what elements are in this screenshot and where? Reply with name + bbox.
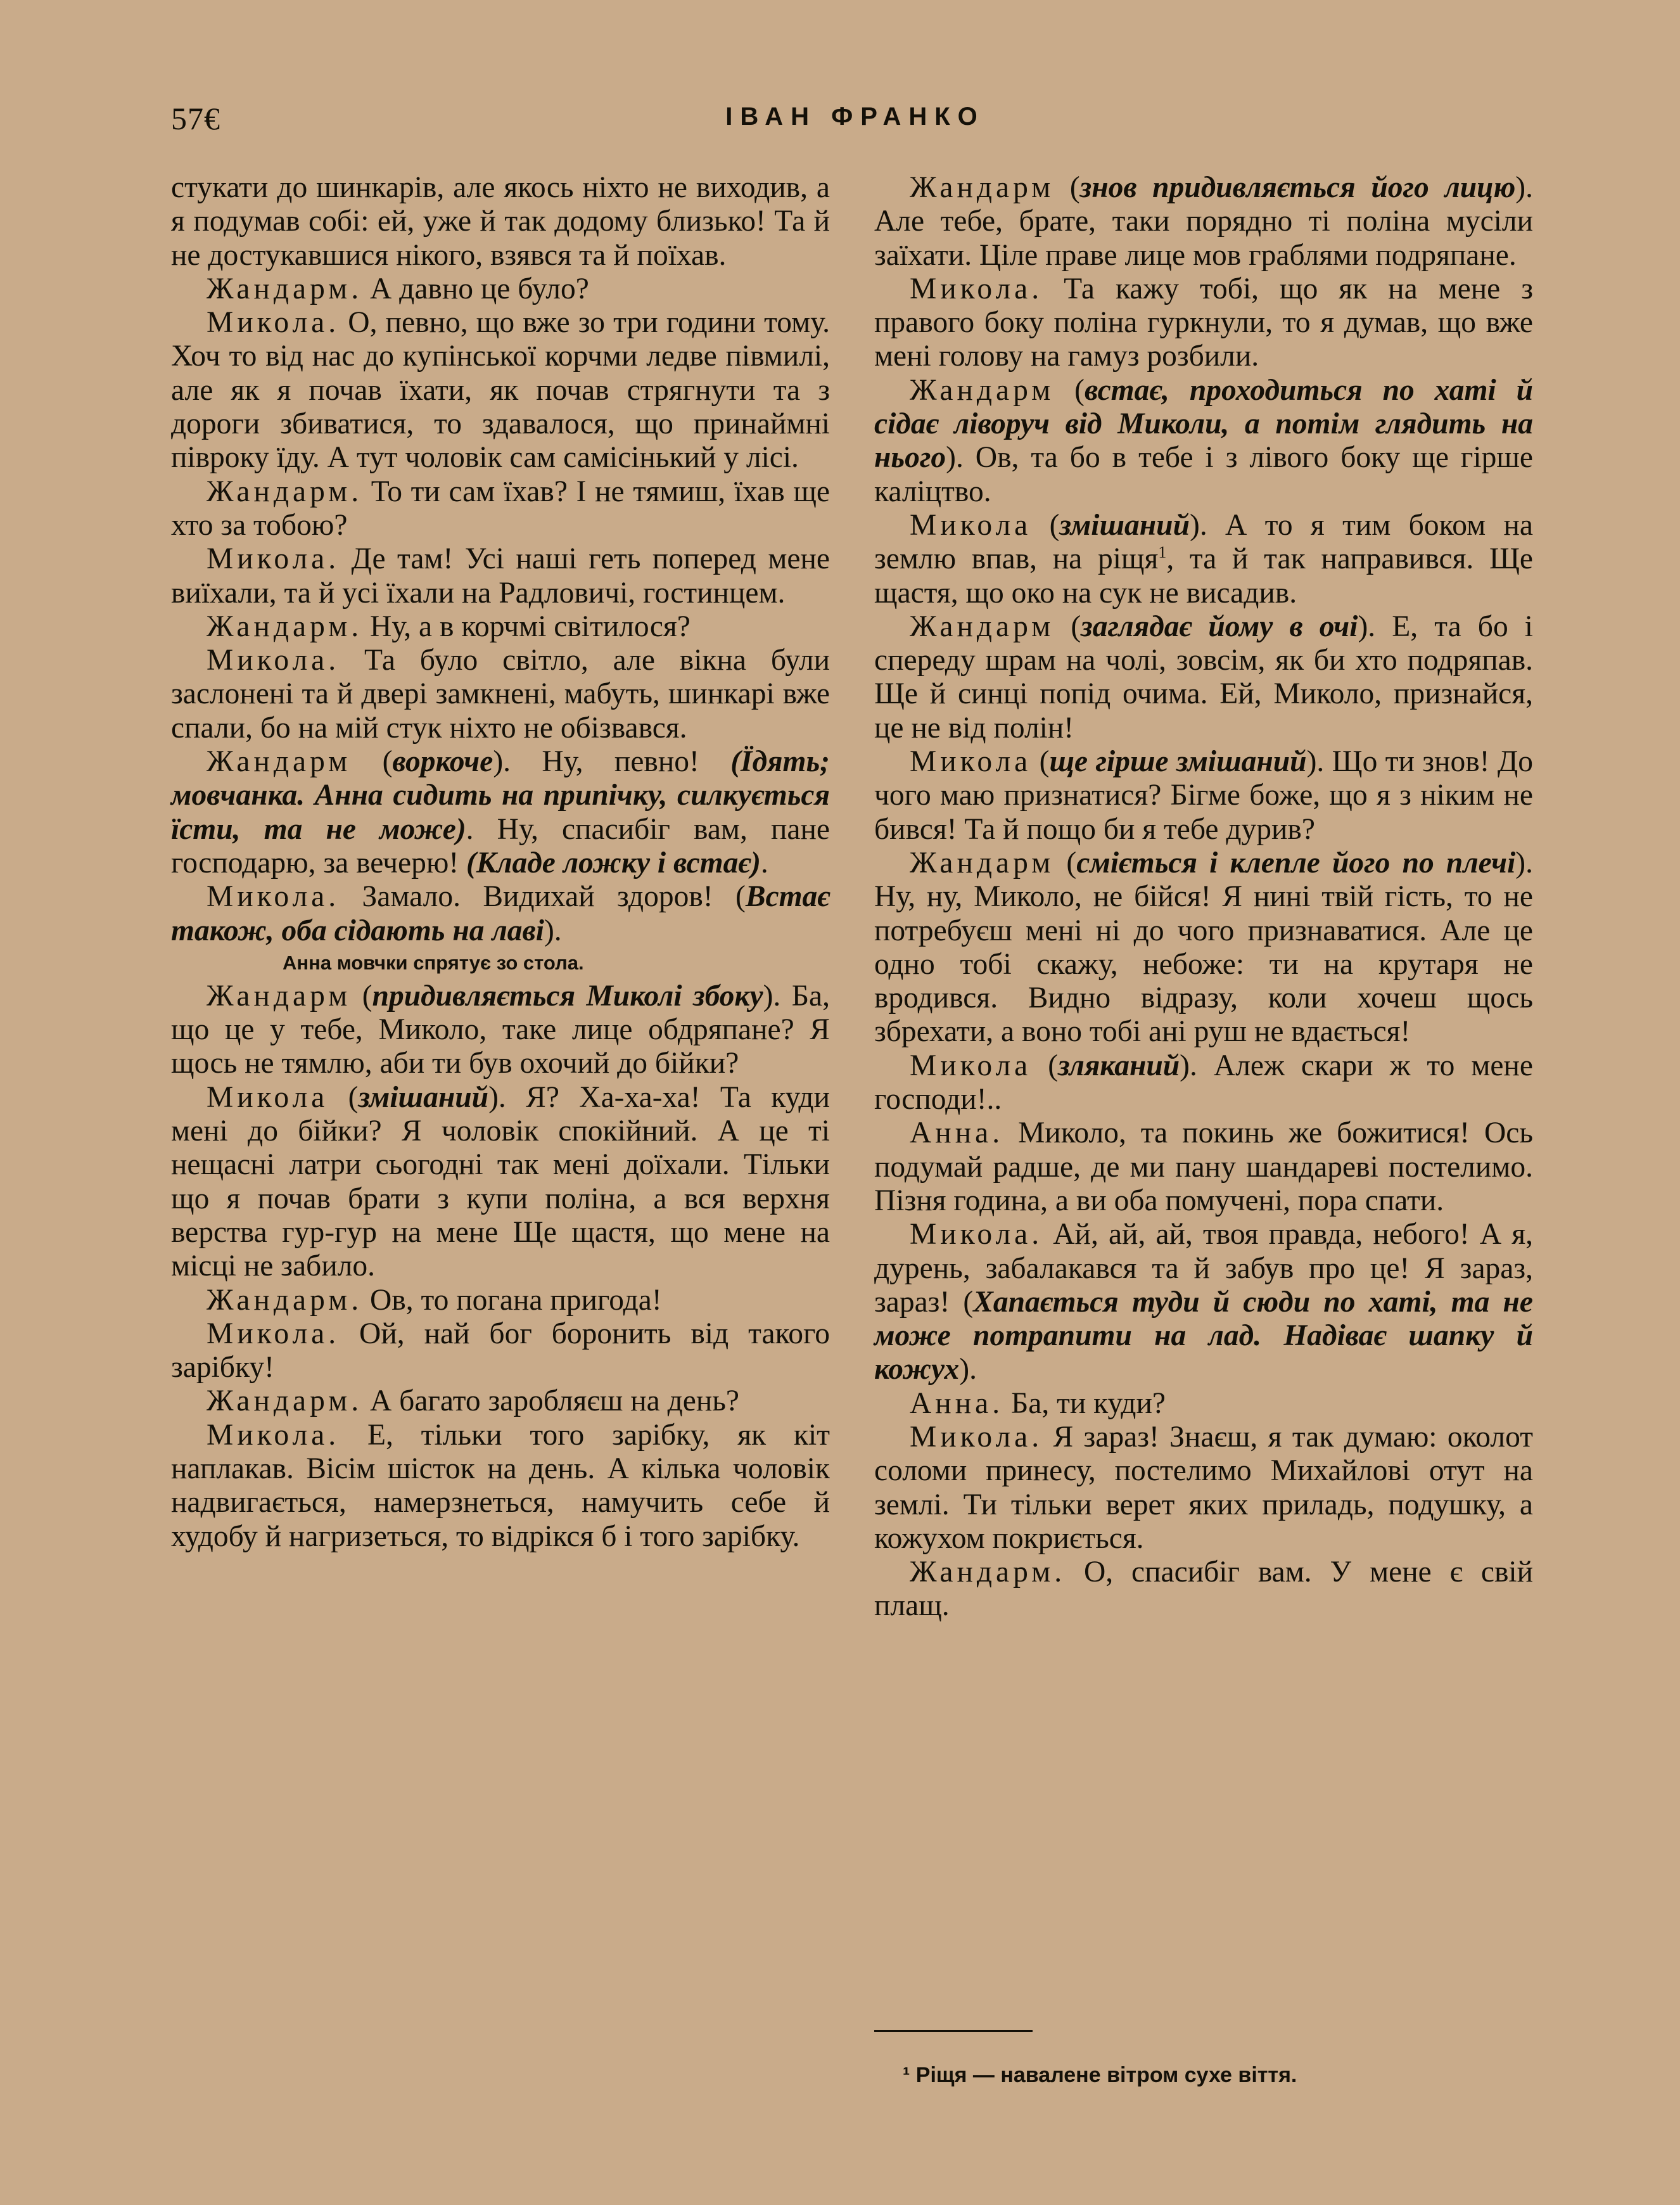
speaker-name: Микола [910,508,1032,542]
paragraph [171,542,830,610]
speech-text: ( [1031,745,1050,779]
speech-text: ( [1054,846,1077,879]
stage-direction: зляканий [1058,1049,1180,1082]
speech-text: Ай, ай, ай, твоя правда, небого! А я, дурень, забалакався та й забув про це! Я зараз, зараз! ( [874,1218,1533,1319]
paragraph [171,1081,830,1284]
speech-text: ). Ов, та бо в тебе і з лівого боку ще гірше каліцтво. [874,441,1533,508]
paragraph [171,610,830,644]
right-column [874,171,1533,1623]
speaker-name: Анна. [910,1386,1004,1420]
paragraph [874,272,1533,374]
speech-text: . [760,846,768,879]
speech-text: Ба, ти куди? [1003,1386,1166,1420]
stage-remark: Анна мовчки спрятує зо стола. [283,951,584,974]
speech-text: ). Ну, певно! [493,745,731,779]
speech-text: . Ну, спасибіг вам, пане господарю, за вечерю! [171,812,830,879]
speech-text: Ну, а в корчмі світилося? [362,610,690,643]
speaker-name: Жандарм. [207,1384,363,1418]
speaker-name: Жандарм. [207,1283,363,1317]
speech-text: Я зараз! Знаєш, я так думаю: околот соломи принесу, постелимо Михайлові отут на землі. Ти тільки верет яких приладь, подушку, а кожухом покриється. [874,1420,1533,1555]
speaker-name: Жандарм [910,846,1055,879]
paragraph [874,374,1533,509]
speech-text: ). А то я тим боком на землю впав, на ріщя [874,508,1534,576]
paragraph [874,1049,1533,1117]
paragraph [171,1419,830,1554]
speech-text: ). Ба, що це у тебе, Миколо, таке лице обдряпане? Я щось не тямлю, аби ти був охочий до бійки? [171,979,830,1080]
speaker-name: Жандарм. [207,475,363,508]
speaker-name: Микола [910,745,1032,779]
speech-text: ). Алеж скари ж то мене господи!.. [874,1049,1534,1116]
paragraph [171,745,830,880]
speech-text: ). Е, та бо і спереду шрам на чолі, зовсім, як би хто подряпав. Ще й синці попід очима. Ей, Миколо, признайся, це не від полін! [874,610,1534,745]
speech-text: ). Я? Ха-ха-ха! Та куди мені до бійки? Я чоловік спокійний. А це ті нещасні латри сьогодні так мені доїхали. Тільки що я почав брати з купи поліна, а вся верхня верства гур-гур на мене Ще щастя, що мене на місці не забило. [171,1080,830,1283]
paragraph [874,1556,1533,1623]
paragraph [171,1384,830,1418]
running-title: ІВАН ФРАНКО [725,103,985,131]
paragraph [171,475,830,543]
stage-direction: придивляється Миколі збоку [372,979,763,1013]
speech-text: ( [1054,610,1081,643]
paragraph [874,847,1533,1049]
speech-text: Е, тільки того зарібку, як кіт наплакав. Вісім шісток на день. А кілька чоловік надвигається, намерзнеться, намучить себе й худобу й нагризеться, то відрікся б і того зарібку. [171,1418,830,1553]
paragraph [874,509,1533,610]
stage-direction: змішаний [1059,508,1190,542]
speech-text: О, певно, що вже зо три години тому. Хоч то від нас до купінської корчми ледве півмилі, але як я почав їхати, як почав стрягнути та з дороги збиватися, то здавалося, що принаймні півроку їду. А тут чоловік сам самісінький у лісі. [171,306,830,475]
paragraph [171,272,830,306]
speech-text: ( [351,979,372,1013]
speech-text: , та й так направився. Ще щастя, що око на сук не висадив. [874,542,1533,610]
stage-direction: ще гірше змішаний [1049,745,1307,779]
footnote-ref: 1 [1158,543,1167,562]
speaker-name: Микола. [207,1317,340,1350]
stage-direction: сміється і клепле його по плечі [1076,846,1516,879]
left-column [171,171,830,1554]
speaker-name: Микола. [910,1218,1043,1251]
speaker-name: Микола. [207,1418,340,1452]
speech-text: ( [328,1080,359,1114]
footnote-rule [874,2030,1033,2032]
speech-text: ( [351,745,393,779]
paragraph [171,880,830,948]
stage-direction: змішаний [358,1080,489,1114]
speaker-name: Микола. [910,1420,1043,1454]
speaker-name: Жандарм [910,373,1055,407]
speaker-name: Жандарм. [910,1556,1066,1589]
footnote-text: Ріщя — навалене вітром сухе віття. [910,2063,1297,2087]
speech-text: Миколо, та покинь же божитися! Ось подумай радше, де ми пану шандареві постелимо. Пізня година, а ви оба помучені, пора спати. [874,1116,1533,1217]
paragraph [171,1284,830,1317]
speech-text: ( [1031,1049,1059,1082]
paragraph [874,1387,1533,1421]
stage-direction: (Кладе ложку і встає) [466,846,761,879]
speaker-name: Жандарм [910,610,1055,643]
speaker-name: Микола. [207,306,340,340]
speaker-name: Жандарм [910,171,1055,204]
speaker-name: Микола. [207,542,340,576]
speech-text: О, спасибіг вам. У мене є свій плащ. [874,1556,1533,1623]
page-header [171,100,1539,144]
stage-direction: воркоче [392,745,493,779]
speaker-name: Анна. [910,1116,1004,1150]
paragraph [171,171,830,272]
paragraph [171,306,830,475]
speech-text: То ти сам їхав? І не тямиш, їхав ще хто за тобою? [171,475,830,542]
paragraph [874,1218,1533,1386]
speaker-name: Жандарм. [207,272,363,305]
speech-text: ). Ну, ну, Миколо, не бійся! Я нині твій гість, то не потребуєш мені ні до чого признаватися. Але це одно тобі скажу, небоже: ти на крутаря не вродився. Видно відразу, коли хочеш щось збрехати, а воно тобі ані руш не вдається! [874,846,1533,1049]
speaker-name: Жандарм [207,979,352,1013]
speech-text: А давно це було? [362,272,589,305]
speech-text: ( [1031,508,1060,542]
speech-text: ). Що ти знов! До чого маю признатися? Бігме боже, що я з ніким не бився! Та й пощо би я тебе дурив? [874,745,1533,846]
page-number: 57€ [171,101,220,136]
stage-direction: заглядає йому в очі [1081,610,1358,643]
paragraph [874,745,1533,847]
paragraph [874,1421,1533,1556]
speaker-name: Микола. [910,272,1043,305]
speech-text: Та кажу тобі, що як на мене з правого боку поліна гуркнули, то я думав, що вже мені голову на гамуз розбили. [874,272,1533,373]
speaker-name: Микола [207,1080,329,1114]
speech-text: Ой, най бог боронить від такого зарібку! [171,1317,830,1384]
speech-text: ( [1054,373,1085,407]
speech-text: ). Але тебе, брате, таки порядно ті поліна мусіли заїхати. Ціле праве лице мов граблями подряпане. [874,171,1533,272]
paragraph [874,171,1533,272]
paragraph [874,610,1533,745]
stage-direction: Встає також, оба сідають на лаві [171,880,830,947]
footnote-mark: ¹ [903,2063,910,2087]
speech-text: ). [544,914,562,947]
stage-direction: (Їдять; мовчанка. Анна сидить на припічку, силкується їсти, та не може) [171,745,830,846]
stage-direction: знов придивляється його лицю [1079,171,1516,204]
speech-text: Та було світло, але вікна були заслонені та й двері замкнені, мабуть, шинкарі вже спали, бо на мій стук ніхто не обізвався. [171,644,830,745]
speaker-name: Микола. [207,644,340,677]
speech-text: Де там! Усі наші геть поперед мене виїхали, та й усі їхали на Радловичі, гостинцем. [171,542,830,610]
paragraph [171,980,830,1081]
stage-direction: Хапається туди й сюди по хаті, та не може потрапити на лад. Надіває шапку й кожух [874,1285,1534,1386]
speaker-name: Микола [910,1049,1032,1082]
paragraph [874,1116,1533,1218]
speech-text: ( [1054,171,1080,204]
speaker-name: Жандарм. [207,610,363,643]
paragraph [171,644,830,745]
speaker-name: Микола. [207,880,340,914]
paragraph-text: стукати до шинкарів, але якось ніхто не виходив, а я подумав собі: ей, уже й так додому близько! Та й не достукавшися нікого, взявся та й поїхав. [171,171,830,272]
stage-direction: встає, проходиться по хаті й сідає ліворуч від Миколи, а потім глядить на нього [874,373,1533,475]
speech-text: Ов, то погана пригода! [362,1283,662,1317]
speech-text: А багато заробляєш на день? [362,1384,740,1418]
speaker-name: Жандарм [207,745,352,779]
paragraph [171,1317,830,1385]
footnote [903,2063,1536,2088]
speech-text: ). [959,1353,977,1386]
speech-text: Замало. Видихай здоров! ( [340,880,746,914]
